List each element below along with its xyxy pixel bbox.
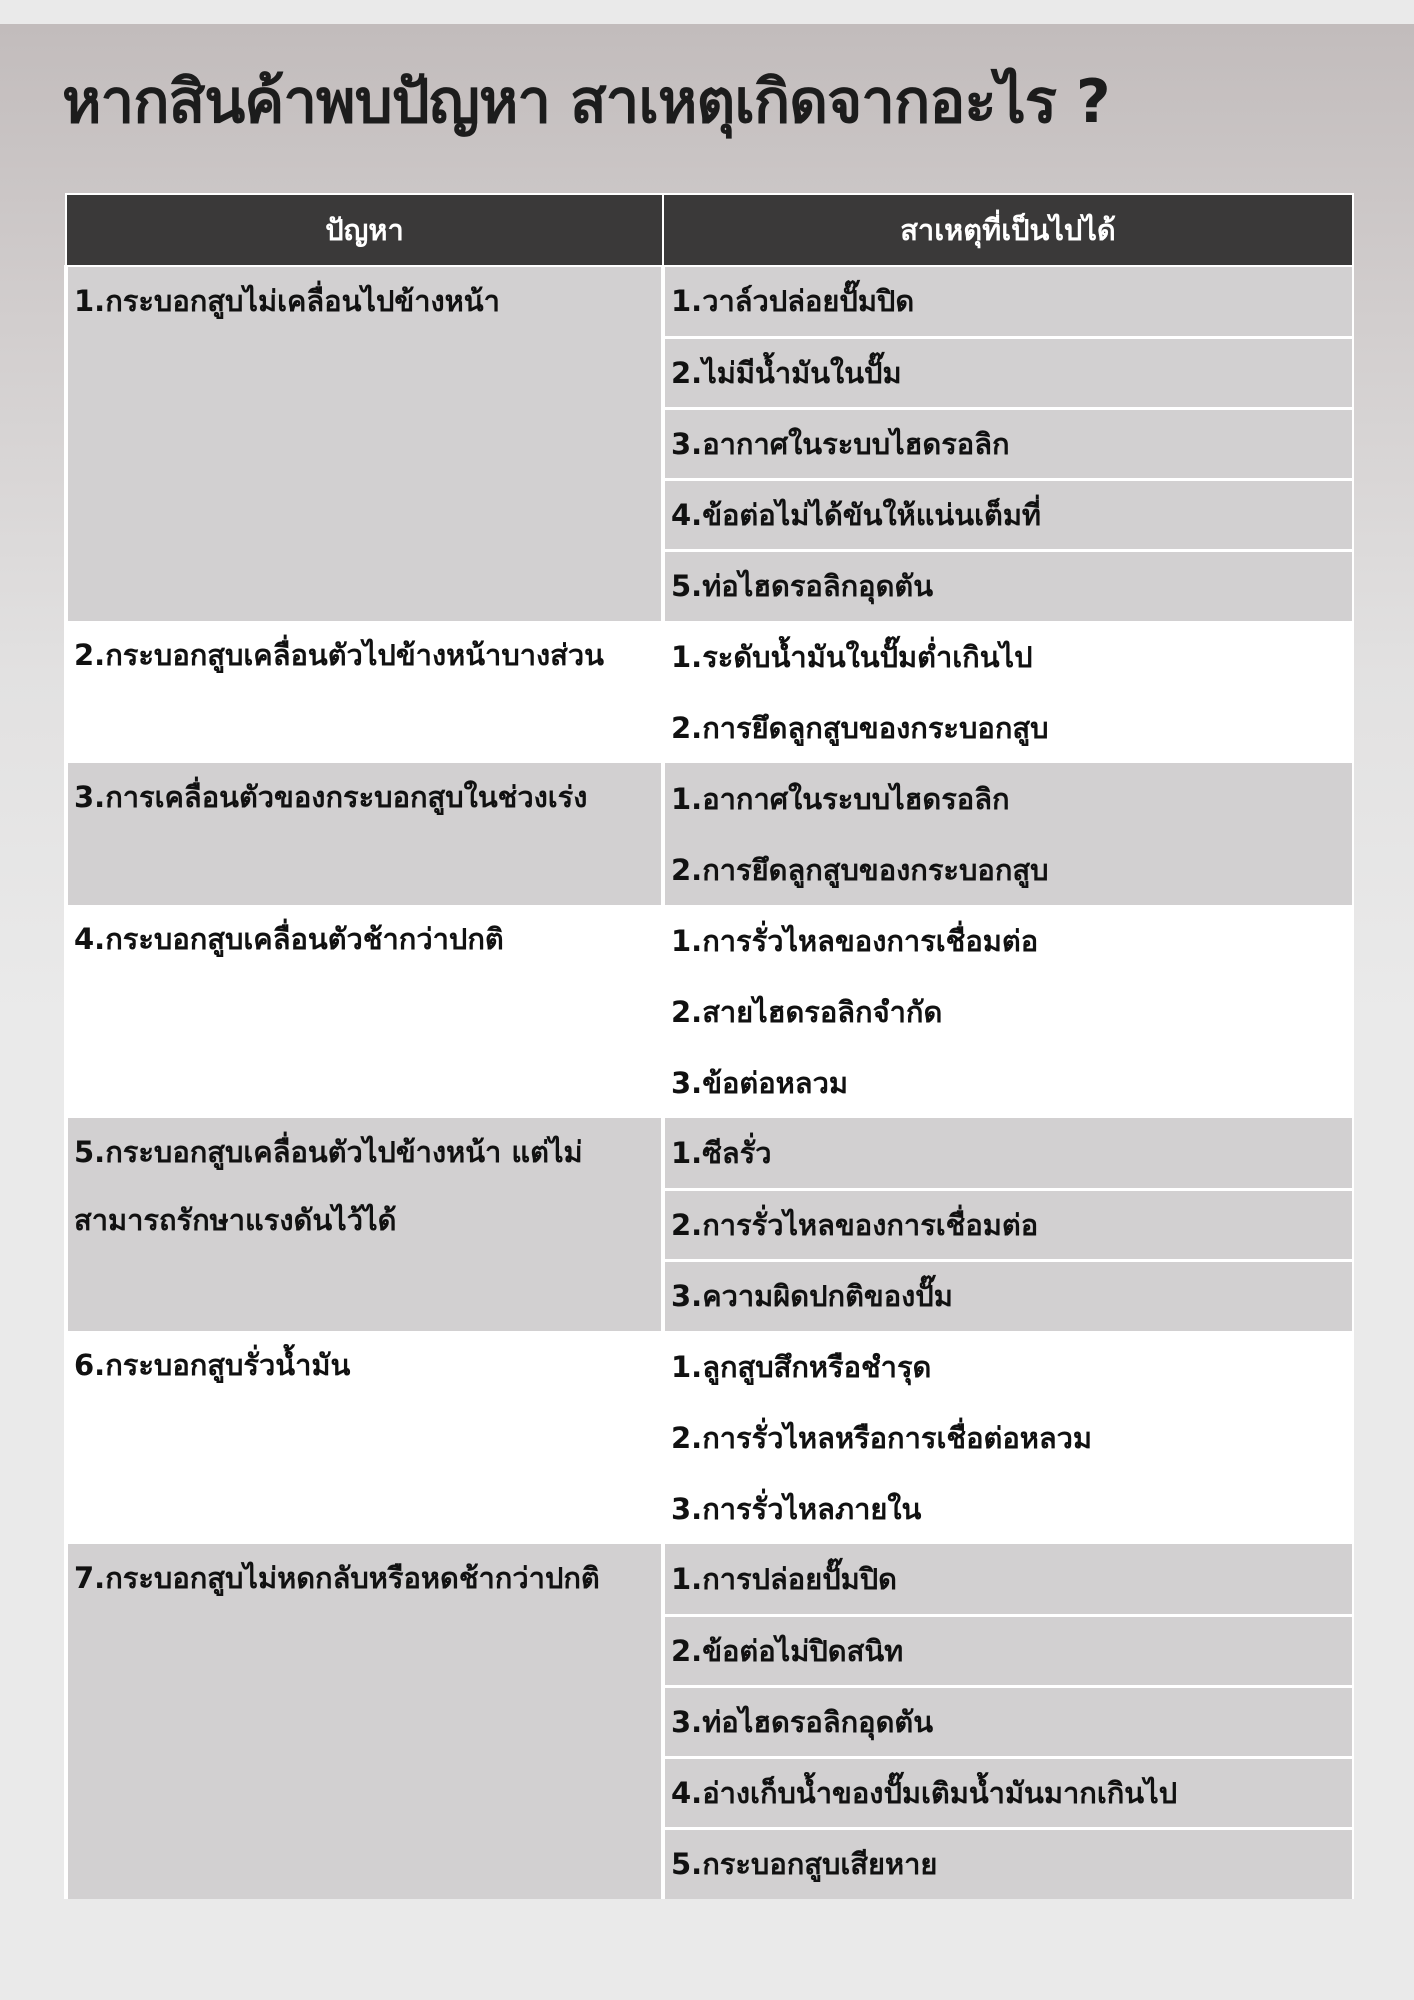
cause-cell: 1.อากาศในระบบไฮดรอลิก: [663, 763, 1353, 834]
troubleshooting-table-container: [64, 193, 1351, 1899]
table-row: [66, 1331, 1353, 1402]
table-header-row: [66, 194, 1353, 266]
cause-cell: 1.ระดับน้ำมันในปั๊มต่ำเกินไป: [663, 621, 1353, 692]
cause-cell: 3.อากาศในระบบไฮดรอลิก: [663, 408, 1353, 479]
cause-cell: 3.การรั่วไหลภายใน: [663, 1473, 1353, 1544]
cause-cell: 2.การรั่วไหลของการเชื่อมต่อ: [663, 1189, 1353, 1260]
page-title: หากสินค้าพบปัญหา สาเหตุเกิดจากอะไร ?: [62, 67, 1110, 137]
table-row: [66, 621, 1353, 692]
cause-cell: 1.การปล่อยปั๊มปิด: [663, 1544, 1353, 1615]
cause-cell: 3.ท่อไฮดรอลิกอุดตัน: [663, 1686, 1353, 1757]
cause-cell: 3.ความผิดปกติของปั๊ม: [663, 1260, 1353, 1331]
cause-cell: 5.กระบอกสูบเสียหาย: [663, 1828, 1353, 1899]
table-row: [66, 1544, 1353, 1615]
table-row: [66, 763, 1353, 834]
cause-cell: 1.วาล์วปล่อยปั๊มปิด: [663, 266, 1353, 337]
problem-cell: 3.การเคลื่อนตัวของกระบอกสูบในช่วงเร่ง: [66, 763, 663, 905]
problem-cell: 4.กระบอกสูบเคลื่อนตัวช้ากว่าปกติ: [66, 905, 663, 1118]
problem-cell: 7.กระบอกสูบไม่หดกลับหรือหดช้ากว่าปกติ: [66, 1544, 663, 1899]
cause-cell: 2.ข้อต่อไม่ปิดสนิท: [663, 1615, 1353, 1686]
cause-cell: 2.การรั่วไหลหรือการเชื่อต่อหลวม: [663, 1402, 1353, 1473]
table-row: [66, 905, 1353, 976]
cause-cell: 2.สายไฮดรอลิกจำกัด: [663, 976, 1353, 1047]
header-problem: ปัญหา: [66, 194, 663, 266]
problem-cell: 2.กระบอกสูบเคลื่อนตัวไปข้างหน้าบางส่วน: [66, 621, 663, 763]
cause-cell: 3.ข้อต่อหลวม: [663, 1047, 1353, 1118]
table-row: [66, 266, 1353, 337]
cause-cell: 4.ข้อต่อไม่ได้ขันให้แน่นเต็มที่: [663, 479, 1353, 550]
cause-cell: 1.การรั่วไหลของการเชื่อมต่อ: [663, 905, 1353, 976]
cause-cell: 2.การยึดลูกสูบของกระบอกสูบ: [663, 692, 1353, 763]
cause-cell: 4.อ่างเก็บน้ำของปั๊มเติมน้ำมันมากเกินไป: [663, 1757, 1353, 1828]
cause-cell: 1.ลูกสูบสึกหรือชำรุด: [663, 1331, 1353, 1402]
cause-cell: 1.ซีลรั่ว: [663, 1118, 1353, 1189]
header-causes: สาเหตุที่เป็นไปได้: [663, 194, 1353, 266]
cause-cell: 5.ท่อไฮดรอลิกอุดตัน: [663, 550, 1353, 621]
problem-cell: 5.กระบอกสูบเคลื่อนตัวไปข้างหน้า แต่ไม่สามารถรักษาแรงดันไว้ได้: [66, 1118, 663, 1331]
problem-cell: 1.กระบอกสูบไม่เคลื่อนไปข้างหน้า: [66, 266, 663, 621]
problem-cell: 6.กระบอกสูบรั่วน้ำมัน: [66, 1331, 663, 1544]
cause-cell: 2.ไม่มีน้ำมันในปั๊ม: [663, 337, 1353, 408]
troubleshooting-table: [64, 193, 1354, 1899]
cause-cell: 2.การยึดลูกสูบของกระบอกสูบ: [663, 834, 1353, 905]
table-row: [66, 1118, 1353, 1189]
